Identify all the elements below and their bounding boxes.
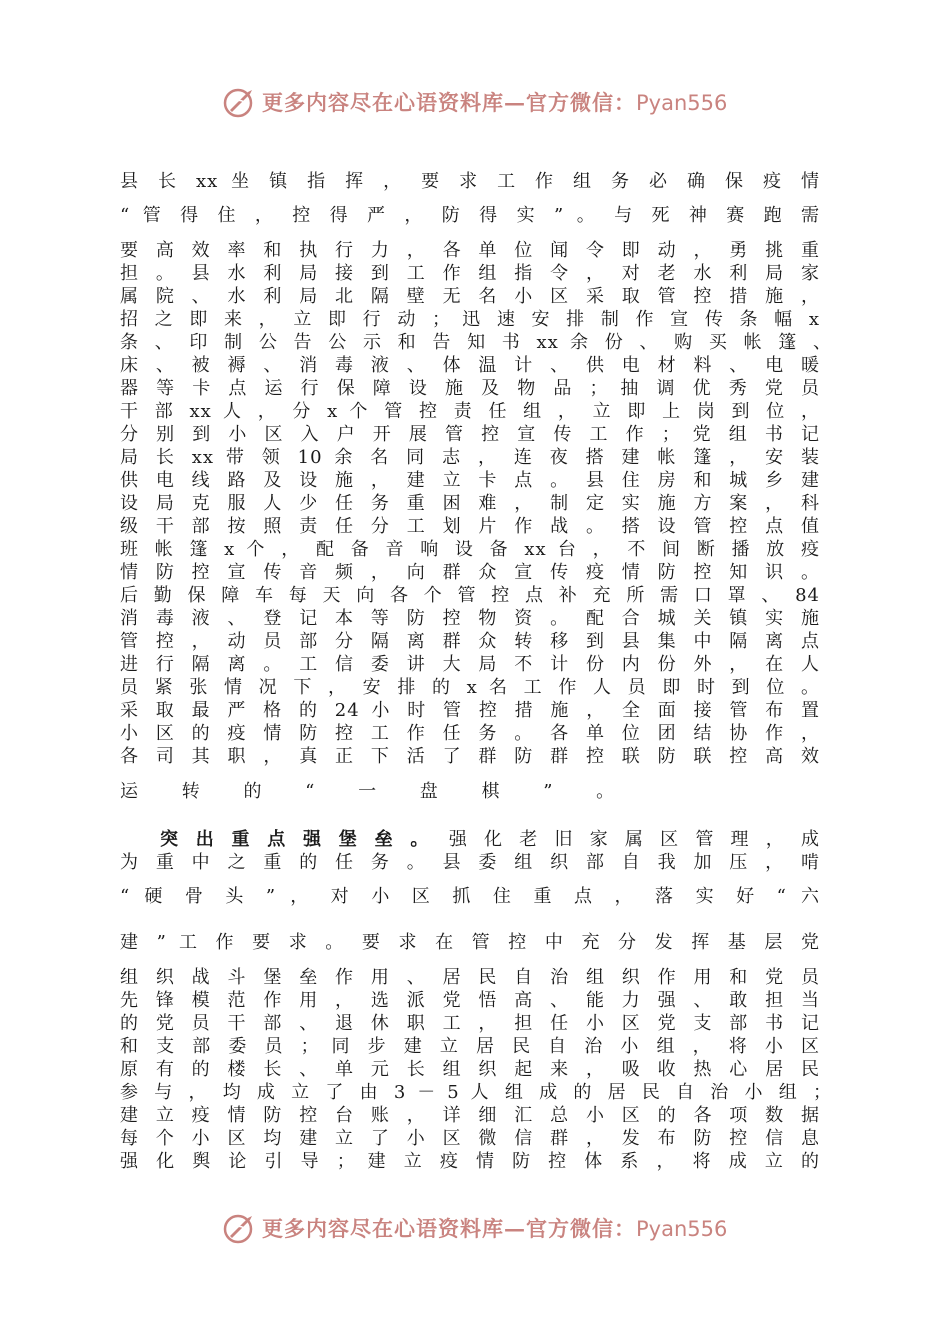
- text-line: 属 院 、 水 利 局 北 隔 壁 无 名 小 区 采 取 管 控 措 施 ，: [120, 286, 820, 307]
- text-line: 要 高 效 率 和 执 行 力 ， 各 单 位 闻 令 即 动 ， 勇 挑 重: [120, 240, 820, 261]
- paragraph-2-first-line: [160, 828, 820, 852]
- text-line: 组 织 战 斗 堡 垒 作 用 、 居 民 自 治 组 织 作 用 和 党 员: [120, 967, 820, 988]
- text-line: 管 控 ， 动 员 部 分 隔 离 群 众 转 移 到 县 集 中 隔 离 点: [120, 631, 820, 652]
- pen-seal-icon: [222, 84, 258, 120]
- text-line: 招 之 即 来 ， 立 即 行 动 ； 迅 速 安 排 制 作 宣 传 条 幅 x: [120, 309, 820, 330]
- text-line: 局 长 xx 带 领 10 余 名 同 志 ， 连 夜 搭 建 帐 篷 ， 安 装: [120, 447, 820, 468]
- text-fragment: 强 化 老 旧 家 属 区 管 理 ， 成: [448, 829, 820, 850]
- text-line: 班 帐 篷 x 个 ， 配 备 音 响 设 备 xx 台 ， 不 间 断 播 放 疫: [120, 539, 820, 560]
- text-line: 设 局 克 服 人 少 任 务 重 困 难 ， 制 定 实 施 方 案 ， 科: [120, 493, 820, 514]
- text-line: 小 区 的 疫 情 防 控 工 作 任 务 。 各 单 位 团 结 协 作 ，: [120, 723, 820, 744]
- text-line: 员 紧 张 情 况 下 ， 安 排 的 x 名 工 作 人 员 即 时 到 位 。: [120, 677, 820, 698]
- watermark-label: 更多内容尽在心语资料库—官方微信：: [262, 90, 636, 115]
- text-line: 的 党 员 干 部 、 退 休 职 工 ， 担 任 小 区 党 支 部 书 记: [120, 1013, 820, 1034]
- section-heading: 突 出 重 点 强 堡 垒 。: [160, 829, 426, 850]
- text-line: 条 、 印 制 公 告 公 示 和 告 知 书 xx 余 份 、 购 买 帐 篷 、: [120, 332, 832, 353]
- text-line: 县 长 xx 坐 镇 指 挥 ， 要 求 工 作 组 务 必 确 保 疫 情: [120, 171, 820, 192]
- text-line: 建 立 疫 情 防 控 台 账 ， 详 细 汇 总 小 区 的 各 项 数 据: [120, 1105, 820, 1126]
- watermark-label: 更多内容尽在心语资料库—官方微信：: [262, 1216, 636, 1241]
- text-line: 为 重 中 之 重 的 任 务 。 县 委 组 织 部 自 我 加 压 ， 啃: [120, 852, 820, 873]
- text-line: 器 等 卡 点 运 行 保 障 设 施 及 物 品 ； 抽 调 优 秀 党 员: [120, 378, 820, 399]
- text-line: 参 与 ， 均 成 立 了 由 3 － 5 人 组 成 的 居 民 自 治 小 组 ；: [120, 1082, 832, 1103]
- text-line: 消 毒 液 、 登 记 本 等 防 控 物 资 。 配 合 城 关 镇 实 施: [120, 608, 820, 629]
- text-line: 分 别 到 小 区 入 户 开 展 管 控 宣 传 工 作 ； 党 组 书 记: [120, 424, 820, 445]
- text-line: 后 勤 保 障 车 每 天 向 各 个 管 控 点 补 充 所 需 口 罩 、 84: [120, 585, 820, 606]
- wechat-id: Pyan556: [636, 91, 728, 115]
- text-line: 进 行 隔 离 。 工 信 委 讲 大 局 不 计 份 内 份 外 ， 在 人: [120, 654, 820, 675]
- text-line: 采 取 最 严 格 的 24 小 时 管 控 措 施 ， 全 面 接 管 布 置: [120, 700, 820, 721]
- footer-watermark-text: [262, 1216, 727, 1242]
- text-line: 供 电 线 路 及 设 施 ， 建 立 卡 点 。 县 住 房 和 城 乡 建: [120, 470, 820, 491]
- text-line: 强 化 舆 论 引 导 ； 建 立 疫 情 防 控 体 系 ， 将 成 立 的: [120, 1151, 820, 1172]
- text-line: 原 有 的 楼 长 、 单 元 长 组 织 起 来 ， 吸 收 热 心 居 民: [120, 1059, 820, 1080]
- text-line: “ 管 得 住 ， 控 得 严 ， 防 得 实 ” 。 与 死 神 赛 跑 需: [120, 205, 820, 226]
- text-line: 先 锋 模 范 作 用 ， 选 派 党 悟 高 、 能 力 强 、 敢 担 当: [120, 990, 820, 1011]
- text-line: 床 、 被 褥 、 消 毒 液 、 体 温 计 、 供 电 材 料 、 电 暖: [120, 355, 820, 376]
- text-line: 和 支 部 委 员 ； 同 步 建 立 居 民 自 治 小 组 ， 将 小 区: [120, 1036, 820, 1057]
- pen-seal-icon: [222, 1210, 258, 1246]
- header-watermark-text: [262, 90, 727, 116]
- text-line: 建 ” 工 作 要 求 。 要 求 在 管 控 中 充 分 发 挥 基 层 党: [120, 932, 820, 953]
- footer-watermark-banner: [0, 1208, 950, 1252]
- text-line: 级 干 部 按 照 责 任 分 工 划 片 作 战 。 搭 设 管 控 点 值: [120, 516, 820, 537]
- text-line: 情 防 控 宣 传 音 频 ， 向 群 众 宣 传 疫 情 防 控 知 识 。: [120, 562, 820, 583]
- text-line: “ 硬 骨 头 ” ， 对 小 区 抓 住 重 点 ， 落 实 好 “ 六: [120, 886, 820, 907]
- text-line: 干 部 xx 人 ， 分 x 个 管 控 责 任 组 ， 立 即 上 岗 到 位 ，: [120, 401, 820, 422]
- text-line: 每 个 小 区 均 建 立 了 小 区 微 信 群 ， 发 布 防 控 信 息: [120, 1128, 820, 1149]
- wechat-id: Pyan556: [636, 1217, 728, 1241]
- text-line: 各 司 其 职 ， 真 正 下 活 了 群 防 群 控 联 防 联 控 高 效: [120, 746, 820, 767]
- text-line: 运 转 的 “ 一 盘 棋 ” 。: [120, 781, 634, 802]
- text-line: 担 。 县 水 利 局 接 到 工 作 组 指 令 ， 对 老 水 利 局 家: [120, 263, 820, 284]
- header-watermark-banner: [0, 82, 950, 126]
